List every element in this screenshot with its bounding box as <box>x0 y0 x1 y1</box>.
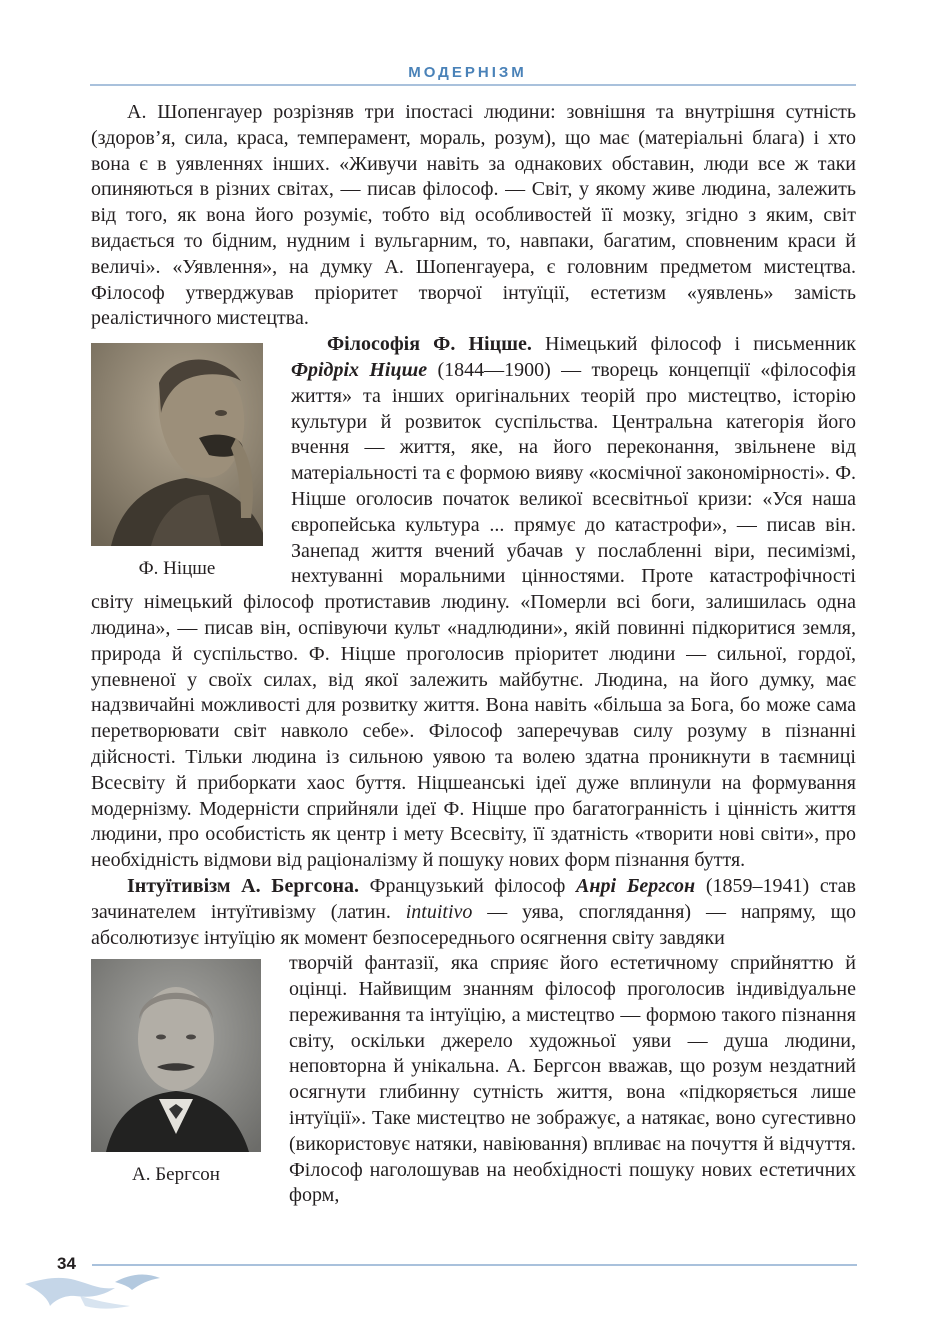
header-divider <box>90 84 856 86</box>
bergson-text-c: — уява, споглядання) — напряму, що абсолютизує інтуїцію як момент безпосереднього осягнення світу завдяки <box>91 900 856 949</box>
latin-term: intuitivo <box>405 900 473 923</box>
nietzsche-portrait <box>91 343 263 546</box>
caption-bergson: А. Бергсон <box>132 1164 220 1186</box>
bergson-name: Анрі Бергсон <box>576 874 696 897</box>
bergson-text-a: Французький філософ <box>358 874 577 897</box>
figure-nietzsche <box>91 343 263 582</box>
runin-heading-nietzsche: Філософія Ф. Ніцше. <box>327 333 532 356</box>
paragraph-bergson <box>91 874 856 951</box>
nietzsche-text-b: (1844—1900) — творець концепції «філософія життя» та інших оригінальних теорій про мистецтво, історію культури й розвиток суспільства. Центральна категорія його вчення — життя, яке, на його переконання, звільнене від матеріальності та є формою вияву «космічної закономірності». Ф. Ніцше оголосив початок великої всесвітньої кризи: «Уся наша європейська культура ... прямує до катастрофи», — писав він. Занепад життя вчений убачав у послабленні віри, песимізмі, нехтуванні моральними цінностями. Проте катастрофічності світу німецький філософ протиставив людину. «Померли всі боги, залишилась одна людина», — писав він, оспівуючи культ «надлюдини», якій повинні підкоритися земля, природа й суспільство. Ф. Ніцше проголосив пріоритет людини — сильної, гордої, упевненої у своїх силах, від якої залежить майбутнє. Людина, на його думку, має надзвичайні можливості для розвитку життя. Вона навіть «більша за Бога, бо може сама перетворювати світ навколо себе». Філософ заперечував силу розуму в пізнанні дійсності. Тільки людина із сильною уявою та волею здатна проникнути в таємниці Всесвіту й приборкати хаос буття. Ніцшеанські ідеї дуже вплинули на формування модернізму. Модерністи сприйняли ідеї Ф. Ніцше про багатогранність і цінність життя людини, про особистість як центр і мету Всесвіту, її здатність «творити нові світи», про необхідність відмови від раціоналізму й пошуку нових форм пізнання буття. <box>91 358 856 872</box>
bergson-text-b: (1859–1941) став зачинателем інтуїтивізму (латин. <box>91 874 857 923</box>
paragraph-schopenhauer: А. Шопенгауер розрізняв три іпостасі людини: зовнішня та внутрішня сутність (здоров’я, сила, краса, темперамент, мораль, розум), що має (матеріальні блага) і хто вона є в уявленнях інших. «Живучи навіть за однакових обставин, люди все ж таки опиняються в різних світах, — писав філософ. — Світ, у якому живе людина, залежить від того, як вона його розуміє, тобто від особливостей її мозку, згідно з яким, світ видається то бідним, нудним і вульгарним, то, навпаки, багатим, сповненим краси й величі». «Уявлення», на думку А. Шопенгауера, є головним предметом мистецтва. Філософ утверджував пріоритет творчої інтуїції, естетизм «уявлень» замість реалістичного мистецтва. <box>91 101 856 330</box>
figure-bergson <box>91 959 261 1188</box>
bergson-portrait <box>91 959 261 1152</box>
running-header: МОДЕРНІЗМ <box>408 64 527 81</box>
paragraph-bergson-continued: творчій фантазії, яка сприяє його естетичному сприйняттю й оцінці. Найвищим знанням філософ проголосив індивідуальне переживання та інтуїцію, а мистецтво — формою такого пізнання світу, оскільки джерело художньої уяви — душа людини, неповторна й унікальна. А. Бергсон вважав, що розум нездатний осягнути глибинну сутність життя, вона «підкоряється лише інтуїції». Таке мистецтво не зображує, а натякає, воно сугестивно (використовує натяки, навіювання) впливає на почуття й відчуття. Філософ наголошував на необхідності пошуку нових естетичних форм, <box>289 952 856 1207</box>
page-number: 34 <box>57 1254 76 1273</box>
seagull-decoration <box>20 1266 170 1316</box>
footer-divider <box>92 1264 857 1266</box>
caption-nietzsche: Ф. Ніцше <box>138 558 216 580</box>
runin-heading-bergson: Інтуїтивізм А. Бергсона. <box>127 874 359 897</box>
nietzsche-text-a: Німецький філософ і письменник <box>531 333 856 356</box>
nietzsche-name: Фрідріх Ніцше <box>291 358 428 381</box>
page-body <box>91 100 856 1209</box>
